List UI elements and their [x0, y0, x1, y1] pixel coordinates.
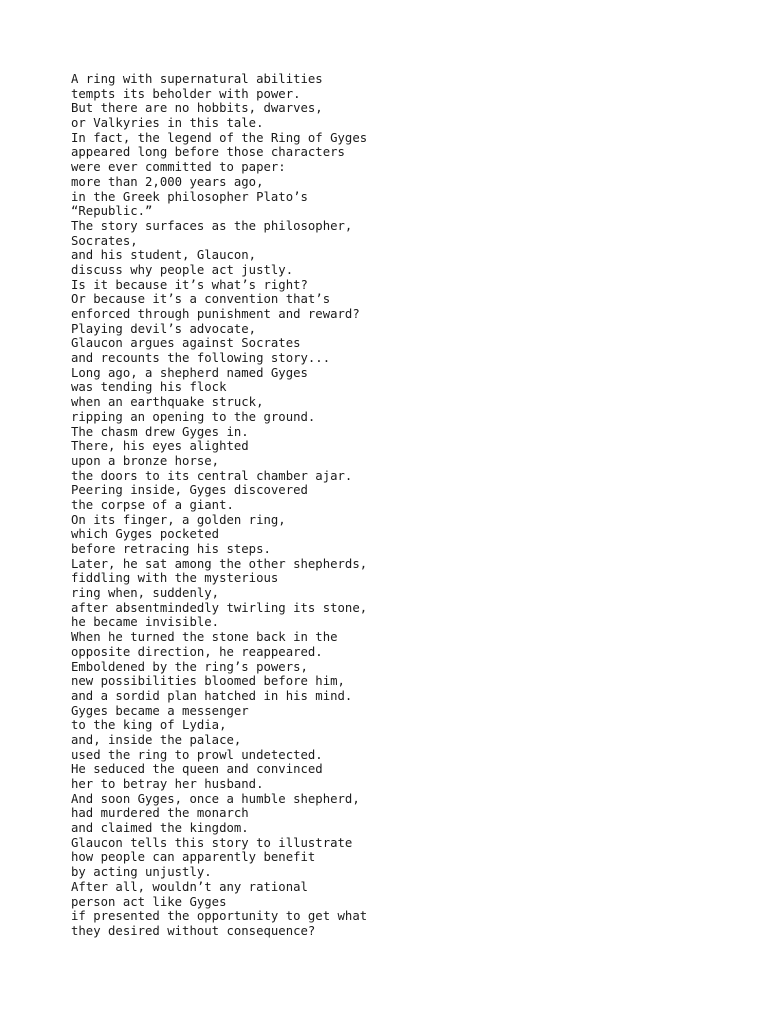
text-line: how people can apparently benefit: [71, 850, 316, 865]
text-line: and, inside the palace,: [71, 732, 242, 747]
text-line: the corpse of a giant.: [71, 497, 234, 512]
text-line: Is it because it’s what’s right?: [71, 277, 308, 292]
text-line: more than 2,000 years ago,: [71, 174, 264, 189]
text-line: In fact, the legend of the Ring of Gyges: [71, 130, 368, 145]
text-line: new possibilities bloomed before him,: [71, 674, 345, 689]
text-line: discuss why people act justly.: [71, 262, 294, 277]
text-line: were ever committed to paper:: [71, 160, 286, 175]
text-line: Peering inside, Gyges discovered: [71, 483, 308, 498]
text-line: which Gyges pocketed: [71, 527, 220, 542]
text-line: Long ago, a shepherd named Gyges: [71, 365, 308, 380]
text-line: Socrates,: [71, 233, 138, 248]
text-line: Gyges became a messenger: [71, 703, 249, 718]
text-line: fiddling with the mysterious: [71, 571, 279, 586]
text-line: Or because it’s a convention that’s: [71, 292, 331, 307]
text-line: the doors to its central chamber ajar.: [71, 468, 353, 483]
text-line: Later, he sat among the other shepherds,: [71, 556, 368, 571]
text-line: Playing devil’s advocate,: [71, 321, 257, 336]
text-line: “Republic.”: [71, 204, 153, 219]
text-line: There, his eyes alighted: [71, 439, 249, 454]
text-line: enforced through punishment and reward?: [71, 307, 360, 321]
text-line: Glaucon argues against Socrates: [71, 336, 301, 351]
text-line: had murdered the monarch: [71, 806, 249, 821]
text-line: The chasm drew Gyges in.: [71, 424, 249, 439]
text-line: But there are no hobbits, dwarves,: [71, 101, 323, 116]
text-line: before retracing his steps.: [71, 542, 271, 556]
text-line: and his student, Glaucon,: [71, 248, 257, 263]
text-line: if presented the opportunity to get what: [71, 909, 368, 924]
text-line: by acting unjustly.: [71, 865, 212, 880]
text-line: they desired without consequence?: [71, 923, 316, 938]
text-line: When he turned the stone back in the: [71, 630, 338, 645]
text-line: tempts its beholder with power.: [71, 86, 301, 101]
text-line: ripping an opening to the ground.: [71, 409, 316, 424]
text-line: After all, wouldn’t any rational: [71, 879, 308, 894]
text-line: appeared long before those characters: [71, 145, 345, 160]
text-line: On its finger, a golden ring,: [71, 512, 286, 527]
text-line: he became invisible.: [71, 615, 220, 630]
text-line: and a sordid plan hatched in his mind.: [71, 688, 353, 703]
text-line: used the ring to prowl undetected.: [71, 747, 323, 762]
text-line: or Valkyries in this tale.: [71, 116, 264, 131]
text-line: upon a bronze horse,: [71, 453, 220, 468]
text-line: to the king of Lydia,: [71, 718, 227, 733]
text-line: was tending his flock: [71, 380, 227, 395]
text-line: after absentmindedly twirling its stone,: [71, 600, 368, 615]
text-line: in the Greek philosopher Plato’s: [71, 189, 308, 204]
text-line: ring when, suddenly,: [71, 586, 220, 601]
text-line: Glaucon tells this story to illustrate: [71, 835, 353, 850]
text-line: opposite direction, he reappeared.: [71, 644, 323, 659]
text-line: Emboldened by the ring’s powers,: [71, 659, 308, 674]
text-line: and recounts the following story...: [71, 351, 331, 366]
text-line: And soon Gyges, once a humble shepherd,: [71, 791, 360, 806]
text-line: person act like Gyges: [71, 894, 227, 909]
text-line: A ring with supernatural abilities: [71, 72, 323, 86]
text-line: He seduced the queen and convinced: [71, 762, 323, 777]
text-line: The story surfaces as the philosopher,: [71, 218, 353, 233]
text-line: and claimed the kingdom.: [71, 821, 249, 836]
text-line: her to betray her husband.: [71, 777, 264, 791]
text-line: when an earthquake struck,: [71, 395, 264, 410]
transcript-text: [71, 72, 367, 939]
